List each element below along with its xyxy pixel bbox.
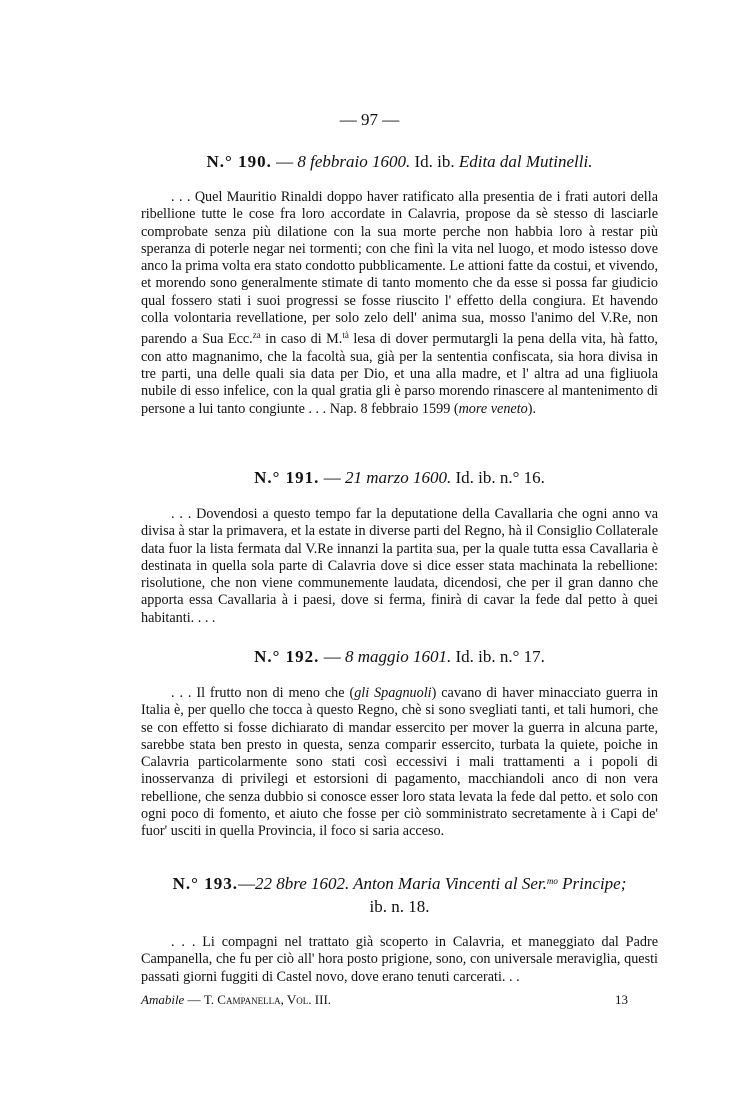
entry-191: [141, 466, 658, 627]
entry-text: [141, 189, 658, 418]
entry-text: . . . Li compagni nel trattato già scoperto in Calavria, et maneggiato dal Padre Campanella, che fu per ciò all' hora posto prigione, sono, con universale meraviglia, questi passati giorni fuggiti di Castel novo, dove erano tenuti carcerati. . .: [141, 934, 658, 985]
entry-heading: [141, 870, 658, 895]
superscript: mo: [546, 876, 558, 886]
entry-ref: Id. ib.: [410, 152, 459, 171]
superscript: tà: [342, 330, 349, 341]
entry-number: N.° 192.: [254, 647, 320, 666]
text-part: . . . Il frutto non di meno che (: [171, 685, 355, 701]
text-part: ).: [527, 400, 537, 417]
entry-number: N.° 190.: [206, 152, 272, 171]
entry-heading: [141, 466, 658, 489]
entry-number: N.° 193.: [172, 874, 238, 893]
footer-title: T. Campanella, Vol. III.: [203, 992, 332, 1007]
entry-heading-text: Principe;: [557, 874, 627, 893]
entry-source: Edita dal Mutinelli.: [458, 152, 593, 171]
heading-dash: —: [319, 468, 345, 487]
footer-author: Amabile: [141, 992, 185, 1007]
page-number: — 97 —: [339, 110, 400, 129]
text-part: ) cavano di haver minacciato guerra in Italia è, per quello che tocca à questo Regno, chè si sono svegliati tanti, et tali humori, che se con effetto si fosse dichiarato di mandar essercito per mover la guerra in alcuna parte, sarebbe stata ben presto in questa, senza comparir essercito, turbata la quiete, poiche in Calavria particolarmente sono stati così eccessivi i mali trattamenti a i popoli di inosservanza di privilegi et estorsioni di pagamento, macchiandoli anco di non vera rebellione, che senza dubbio si conosce esser loro stata levata la fede dal petto. et solo con ogni poco di fomento, et aiuto che fosse per ciò somministrato secretamente à i Capi de' fuor' usciti in quella Provincia, il foco si saria acceso.: [141, 685, 658, 840]
entry-number: N.° 191.: [254, 468, 320, 487]
heading-dash: —: [271, 152, 298, 171]
entry-heading: [141, 150, 658, 173]
entry-heading-text: 22 8bre 1602. Anton Maria Vincenti al Ser.: [254, 874, 547, 893]
entry-192: [141, 645, 658, 841]
entry-date: 21 marzo 1600.: [344, 468, 452, 487]
sheet-signature: 13: [615, 992, 628, 1007]
entry-text: [141, 685, 658, 841]
text-part: in caso di M.: [260, 331, 343, 348]
entry-190: [141, 150, 658, 418]
heading-dash: —: [319, 647, 345, 666]
entry-ref: Id. ib. n.° 16.: [451, 468, 545, 487]
entry-date: 8 febbraio 1600.: [297, 152, 411, 171]
italic-text: more veneto: [458, 400, 528, 417]
entry-193: [141, 870, 658, 986]
text-part: lesa di dover permutargli la pena della vita, hà fatto, con atto magnanimo, che la facoltà sua, già per la sententia confiscata, sia hora divisa in tre parti, una delle quali sia data per Dio, et una alla madre, et l' altra ad una figliuola nubile di esso infelice, con la qual gratia gli è parso morendo rinascere al mantenimento di persone a lui tanto congiunte . . . Nap. 8 febbraio 1599 (: [141, 331, 658, 417]
footer-dash: —: [184, 992, 204, 1007]
entry-date: 8 maggio 1601.: [344, 647, 452, 666]
entry-heading: [141, 645, 658, 668]
italic-text: gli Spagnuoli: [354, 685, 432, 701]
heading-dash: —: [237, 874, 255, 893]
entry-text: . . . Dovendosi a questo tempo far la deputatione della Cavallaria che ogni anno va divisa à star la primavera, et la estate in diverse parti del Regno, hà il Consiglio Collaterale data fuor la lista fermata dal V.Re innanzi la partita sua, per la quale tutta essa Cavallaria è destinata in quella sola parte di Calavria dove si dice esser stata machinata la rebellione: risolutione, che non viene communemente laudata, dicendosi, che per il gran danno che apporta essa Cavallaria à i paesi, dove si ferma, finirà di cavar la fede dal petto à quei habitanti. . . .: [141, 506, 658, 626]
entry-ref: Id. ib. n.° 17.: [451, 647, 545, 666]
footer: [141, 992, 658, 1008]
text-part: . . . Quel Mauritio Rinaldi doppo haver ratificato alla presentia de i frati autori della ribellione tutte le cose fra loro accordate in Calavria, propose da sè stesso di lasciarle comprobate senza più dilatione con la sua morte perche non habbia loro à restar più speranza di poterle negar nei tormenti; con che finì la vita nel luogo, et modo istesso dove anco la prima volta era stato condotto pubblicamente. Le attioni fatte da costui, et vivendo, et morendo sono generalmente stimate di tanto momento che da esse si possa far giudicio qual fossero stati i suoi progressi se fosse riuscito l' effetto della congiura. Et havendo colla volontaria revellatione, per solo zelo dell' anima sua, mosso l'animo del V.Re, non parendo a Sua Ecc.: [141, 189, 658, 348]
superscript: za: [252, 330, 261, 341]
entry-ref: ib. n. 18.: [369, 897, 430, 916]
